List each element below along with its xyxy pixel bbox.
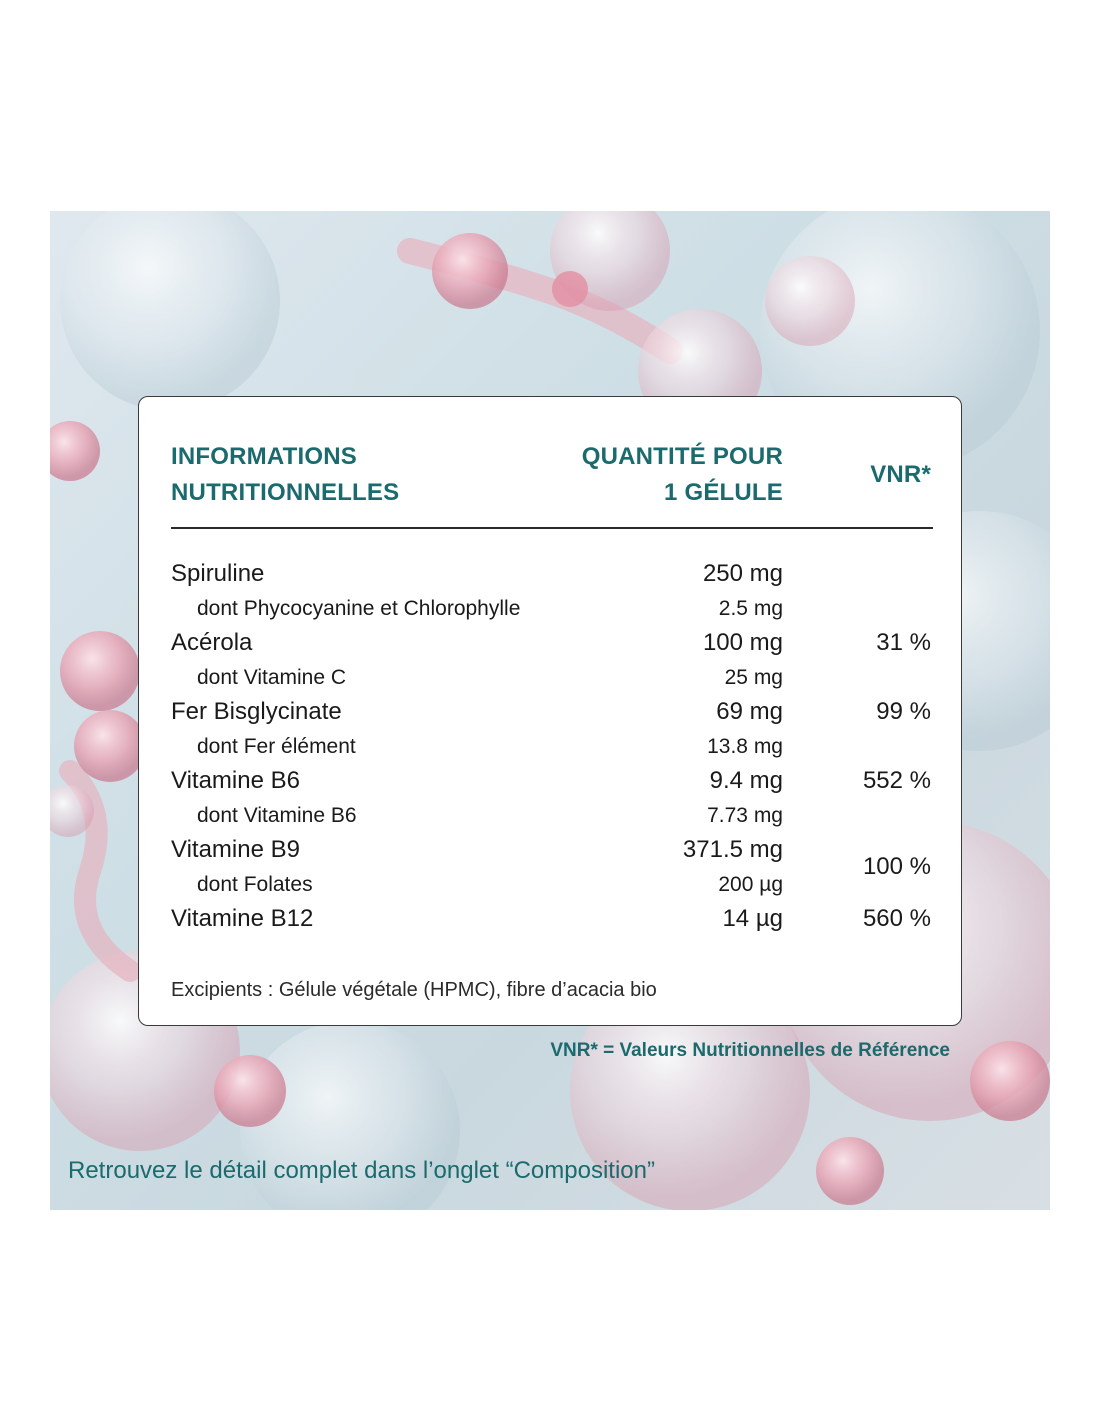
- nutrition-rows: [171, 557, 933, 937]
- nutrient-name: dont Phycocyanine et Chlorophylle: [197, 596, 521, 620]
- nutrition-table-card: [138, 396, 962, 1026]
- column-header-quantity: [531, 439, 783, 511]
- nutrient-quantity: 371.5 mg: [682, 836, 783, 863]
- table-row: [171, 764, 933, 799]
- nutrient-name: dont Vitamine C: [197, 665, 347, 689]
- table-row: [171, 661, 933, 696]
- nutrient-name: dont Fer élément: [197, 734, 356, 758]
- nutrient-quantity: 9.4 mg: [709, 767, 783, 794]
- column-header-quantity-line2: 1 GÉLULE: [664, 479, 783, 506]
- nutrient-quantity: 200 µg: [718, 872, 783, 896]
- nutrient-name: Spiruline: [171, 560, 265, 587]
- nutrient-name: dont Folates: [197, 872, 313, 896]
- nutrient-vnr: 552 %: [862, 767, 931, 794]
- nutrient-name: Vitamine B12: [171, 905, 314, 932]
- column-header-info-line2: NUTRITIONNELLES: [171, 479, 400, 506]
- nutrient-vnr: 99 %: [876, 698, 931, 725]
- column-header-info-line1: INFORMATIONS: [171, 443, 357, 470]
- column-header-info: [171, 439, 531, 511]
- table-row: [171, 799, 933, 834]
- nutrient-quantity: 7.73 mg: [707, 803, 783, 827]
- table-row: [171, 730, 933, 765]
- nutrient-vnr: 100 %: [862, 853, 931, 880]
- product-info-panel: [50, 211, 1050, 1210]
- table-row: [171, 592, 933, 627]
- column-header-quantity-line1: QUANTITÉ POUR: [581, 443, 783, 470]
- nutrient-quantity: 100 mg: [702, 629, 783, 656]
- table-row: [171, 626, 933, 661]
- header-divider: [171, 527, 933, 529]
- table-row: [171, 868, 933, 903]
- nutrient-name: dont Vitamine B6: [197, 803, 357, 827]
- nutrient-quantity: 2.5 mg: [718, 596, 783, 620]
- nutrient-name: Fer Bisglycinate: [171, 698, 342, 725]
- table-row: [171, 902, 933, 937]
- table-row: [171, 695, 933, 730]
- nutrient-name: Acérola: [171, 629, 253, 656]
- nutrient-name: Vitamine B9: [171, 836, 300, 863]
- nutrient-vnr: 31 %: [876, 629, 931, 656]
- composition-hint: Retrouvez le détail complet dans l’onglet “Composition”: [68, 1157, 655, 1184]
- column-header-vnr: VNR*: [870, 461, 931, 488]
- excipients-text: Excipients : Gélule végétale (HPMC), fibre d’acacia bio: [171, 979, 657, 1001]
- nutrient-quantity: 25 mg: [724, 665, 783, 689]
- nutrient-quantity: 69 mg: [716, 698, 783, 725]
- table-row: [171, 833, 933, 880]
- nutrient-quantity: 14 µg: [722, 905, 783, 932]
- nutrient-name: Vitamine B6: [171, 767, 300, 794]
- nutrient-vnr: 560 %: [862, 905, 931, 932]
- nutrient-quantity: 250 mg: [702, 560, 783, 587]
- table-row: [171, 557, 933, 592]
- vnr-footnote: VNR* = Valeurs Nutritionnelles de Référence: [550, 1040, 950, 1061]
- nutrient-quantity: 13.8 mg: [707, 734, 783, 758]
